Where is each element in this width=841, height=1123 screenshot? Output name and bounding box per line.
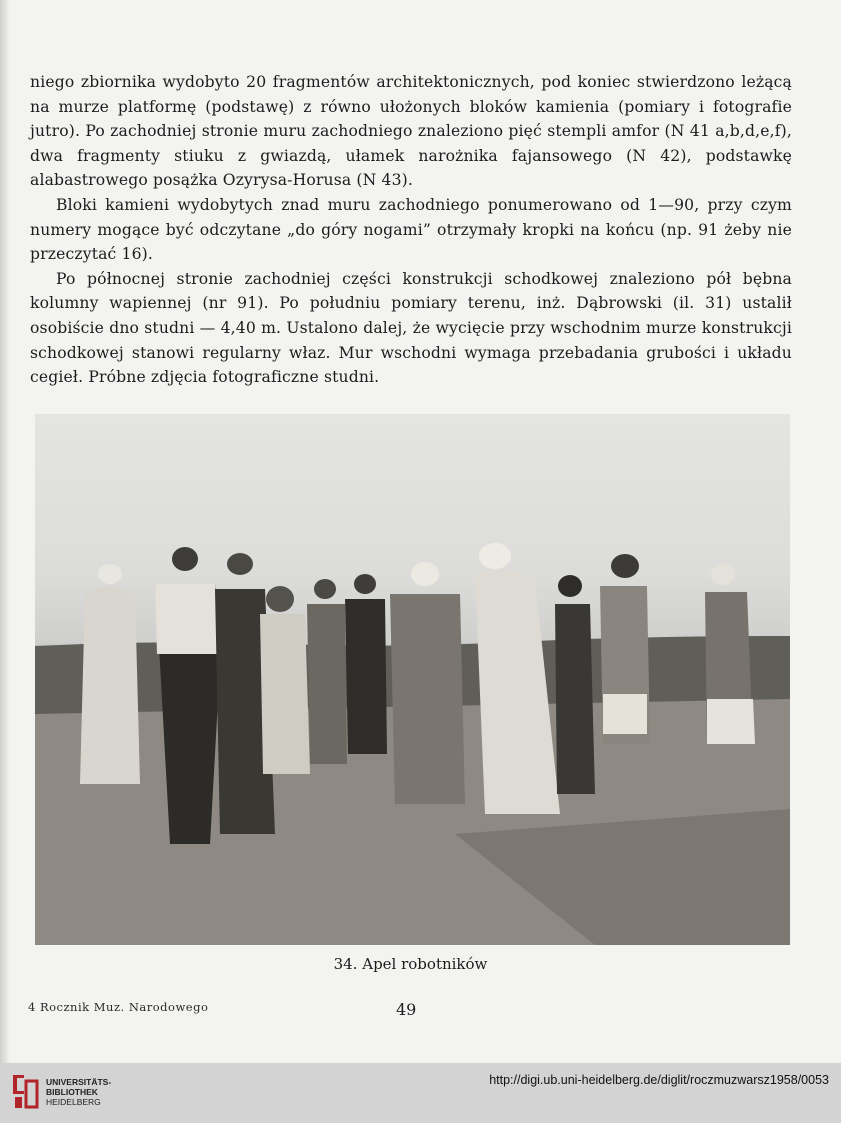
scan-edge-shadow: [0, 0, 10, 1063]
logo-line-2: BIBLIOTHEK: [46, 1087, 98, 1097]
page-number: 49: [396, 1000, 417, 1019]
figure-caption: 34. Apel robotników: [333, 955, 488, 973]
workers-roll-call-photograph: [35, 414, 790, 945]
logo-line-3: HEIDELBERG: [46, 1097, 101, 1107]
heidelberg-library-logo-icon: [10, 1071, 40, 1111]
body-text: [30, 70, 792, 390]
logo-line-1: UNIVERSITÄTS-: [46, 1077, 112, 1087]
photo-illustration: [35, 414, 790, 945]
library-footer-bar: [0, 1063, 841, 1123]
paragraph-1: niego zbiornika wydobyto 20 fragmentów architektonicznych, pod koniec stwierdzono leżącą na murze platformę (podstawę) z równo ułożonych bloków kamienia (pomiary i fotografie jutro). Po zachodniej stronie muru zachodniego znaleziono pięć stempli amfor (N 41 a,b,d,e,f), dwa fragmenty stiuku z gwiazdą, ułamek narożnika fajansowego (N 42), podstawkę alabastrowego posążka Ozyrysa-Horusa (N 43).: [30, 73, 792, 190]
paragraph-2: Bloki kamieni wydobytych znad muru zachodniego ponumerowano od 1—90, przy czym numery mogące być odczytane „do góry nogami” otrzymały kropki na końcu (np. 91 żeby nie przeczytać 16).: [30, 195, 792, 264]
signature-mark: 4 Rocznik Muz. Narodowego: [28, 1000, 209, 1014]
paragraph-3: Po północnej stronie zachodniej części konstrukcji schodkowej znaleziono pół bębna kolumny wapiennej (nr 91). Po południu pomiary terenu, inż. Dąbrowski (il. 31) ustalił osobiście dno studni — 4,40 m. Ustalono dalej, że wycięcie przy wschodnim murze konstrukcji schodkowej stanowi regularny właz. Mur wschodni wymaga przebadania grubości i układu cegieł. Próbne zdjęcia fotograficzne studni.: [30, 269, 792, 387]
permalink-url-link[interactable]: http://digi.ub.uni-heidelberg.de/diglit/roczmuzwarsz1958/0053: [489, 1073, 829, 1087]
library-logo-text: [46, 1077, 111, 1107]
